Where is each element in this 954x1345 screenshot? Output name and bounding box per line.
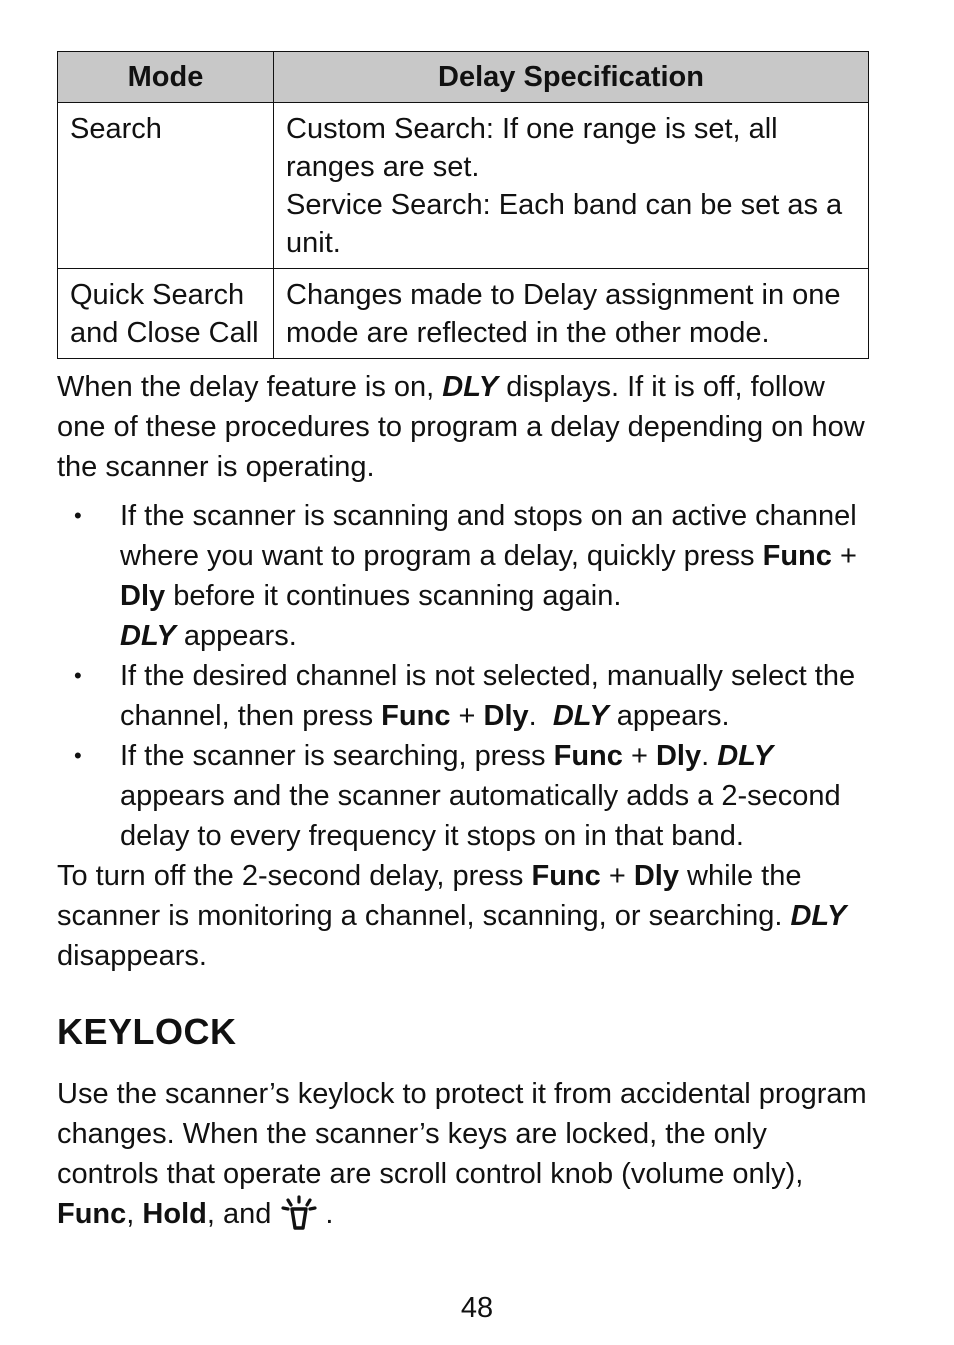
turnoff-text: To turn off the 2-second delay, press — [57, 860, 532, 892]
column-header-delay-spec: Delay Specification — [274, 52, 869, 103]
plus-sign: + — [622, 740, 656, 772]
dly-key: Dly — [120, 580, 166, 612]
intro-text: displays. If it is off, follow one of these procedures to program a delay depending on how the scanner is operating. — [57, 371, 865, 483]
keylock-paragraph — [57, 1074, 869, 1234]
intro-text: When the delay feature is on, — [57, 371, 443, 403]
mode-line: and Close Call — [70, 317, 259, 349]
light-bulb-icon — [281, 1195, 317, 1231]
dly-indicator: DLY — [552, 700, 609, 732]
keylock-text: Use the scanner’s keylock to protect it from accidental program changes. When the scanner’s keys are locked, the only controls that operate are scroll control knob (volume only), — [57, 1078, 867, 1190]
spec-line: Custom Search: If one range is set, all ranges are set. — [286, 113, 778, 183]
table-cell-spec — [274, 103, 869, 269]
dly-indicator: DLY — [120, 620, 176, 652]
func-key: Func — [57, 1198, 127, 1230]
list-item — [57, 736, 869, 856]
item-text: . — [528, 700, 553, 732]
spec-line: Service Search: Each band can be set as a unit. — [286, 189, 843, 259]
keylock-text: . — [325, 1198, 334, 1230]
page-content — [57, 51, 869, 1234]
dly-key: Dly — [655, 740, 702, 772]
section-heading-keylock: KEYLOCK — [57, 1011, 237, 1052]
page-number: 48 — [460, 1292, 494, 1324]
item-text: before it continues scanning again. — [165, 580, 622, 612]
keylock-text: , and — [206, 1198, 272, 1230]
table-cell-mode — [58, 103, 274, 269]
column-header-mode: Mode — [58, 52, 274, 103]
item-text: If the scanner is scanning and stops on an active channel where you want to program a delay, quickly press — [120, 500, 857, 572]
item-text: . — [701, 740, 718, 772]
intro-paragraph — [57, 367, 869, 487]
list-item — [57, 496, 869, 656]
func-key: Func — [762, 540, 832, 572]
func-key: Func — [553, 740, 623, 772]
item-text: appears and the scanner automatically adds a 2-second delay to every frequency it stops on in that band. — [120, 780, 841, 852]
turnoff-text: while the scanner is monitoring a channel, scanning, or searching. — [57, 860, 802, 932]
hold-key: Hold — [142, 1198, 207, 1230]
procedure-list — [57, 496, 869, 856]
item-text: If the scanner is searching, press — [120, 740, 554, 772]
table-row — [58, 269, 869, 359]
func-key: Func — [531, 860, 601, 892]
body-text — [57, 367, 869, 1234]
dly-indicator: DLY — [790, 900, 847, 932]
func-key: Func — [381, 700, 451, 732]
turn-off-paragraph — [57, 856, 869, 976]
table-cell-mode — [58, 269, 274, 359]
mode-line: Quick Search — [70, 279, 245, 311]
table-row — [58, 103, 869, 269]
dly-key: Dly — [483, 700, 529, 732]
plus-sign: + — [450, 700, 484, 732]
table-header-row — [58, 52, 869, 103]
dly-key: Dly — [633, 860, 679, 892]
list-item — [57, 656, 869, 736]
spec-text: Changes made to Delay assignment in one mode are reflected in the other mode. — [286, 279, 841, 349]
plus-sign: + — [831, 540, 857, 572]
item-text: appears. — [608, 700, 730, 732]
table-cell-spec — [274, 269, 869, 359]
delay-spec-table — [57, 51, 869, 359]
dly-indicator: DLY — [442, 371, 499, 403]
turnoff-text: disappears. — [57, 940, 207, 972]
bullet-icon: • — [74, 503, 82, 528]
item-text: If the desired channel is not selected, manually select the channel, then press — [120, 660, 856, 732]
item-text: appears. — [175, 620, 297, 652]
dly-indicator: DLY — [717, 740, 774, 772]
mode-label: Search — [70, 113, 162, 145]
bullet-icon: • — [74, 663, 82, 688]
bullet-icon: • — [74, 743, 82, 768]
plus-sign: + — [600, 860, 634, 892]
separator: , — [126, 1198, 143, 1230]
